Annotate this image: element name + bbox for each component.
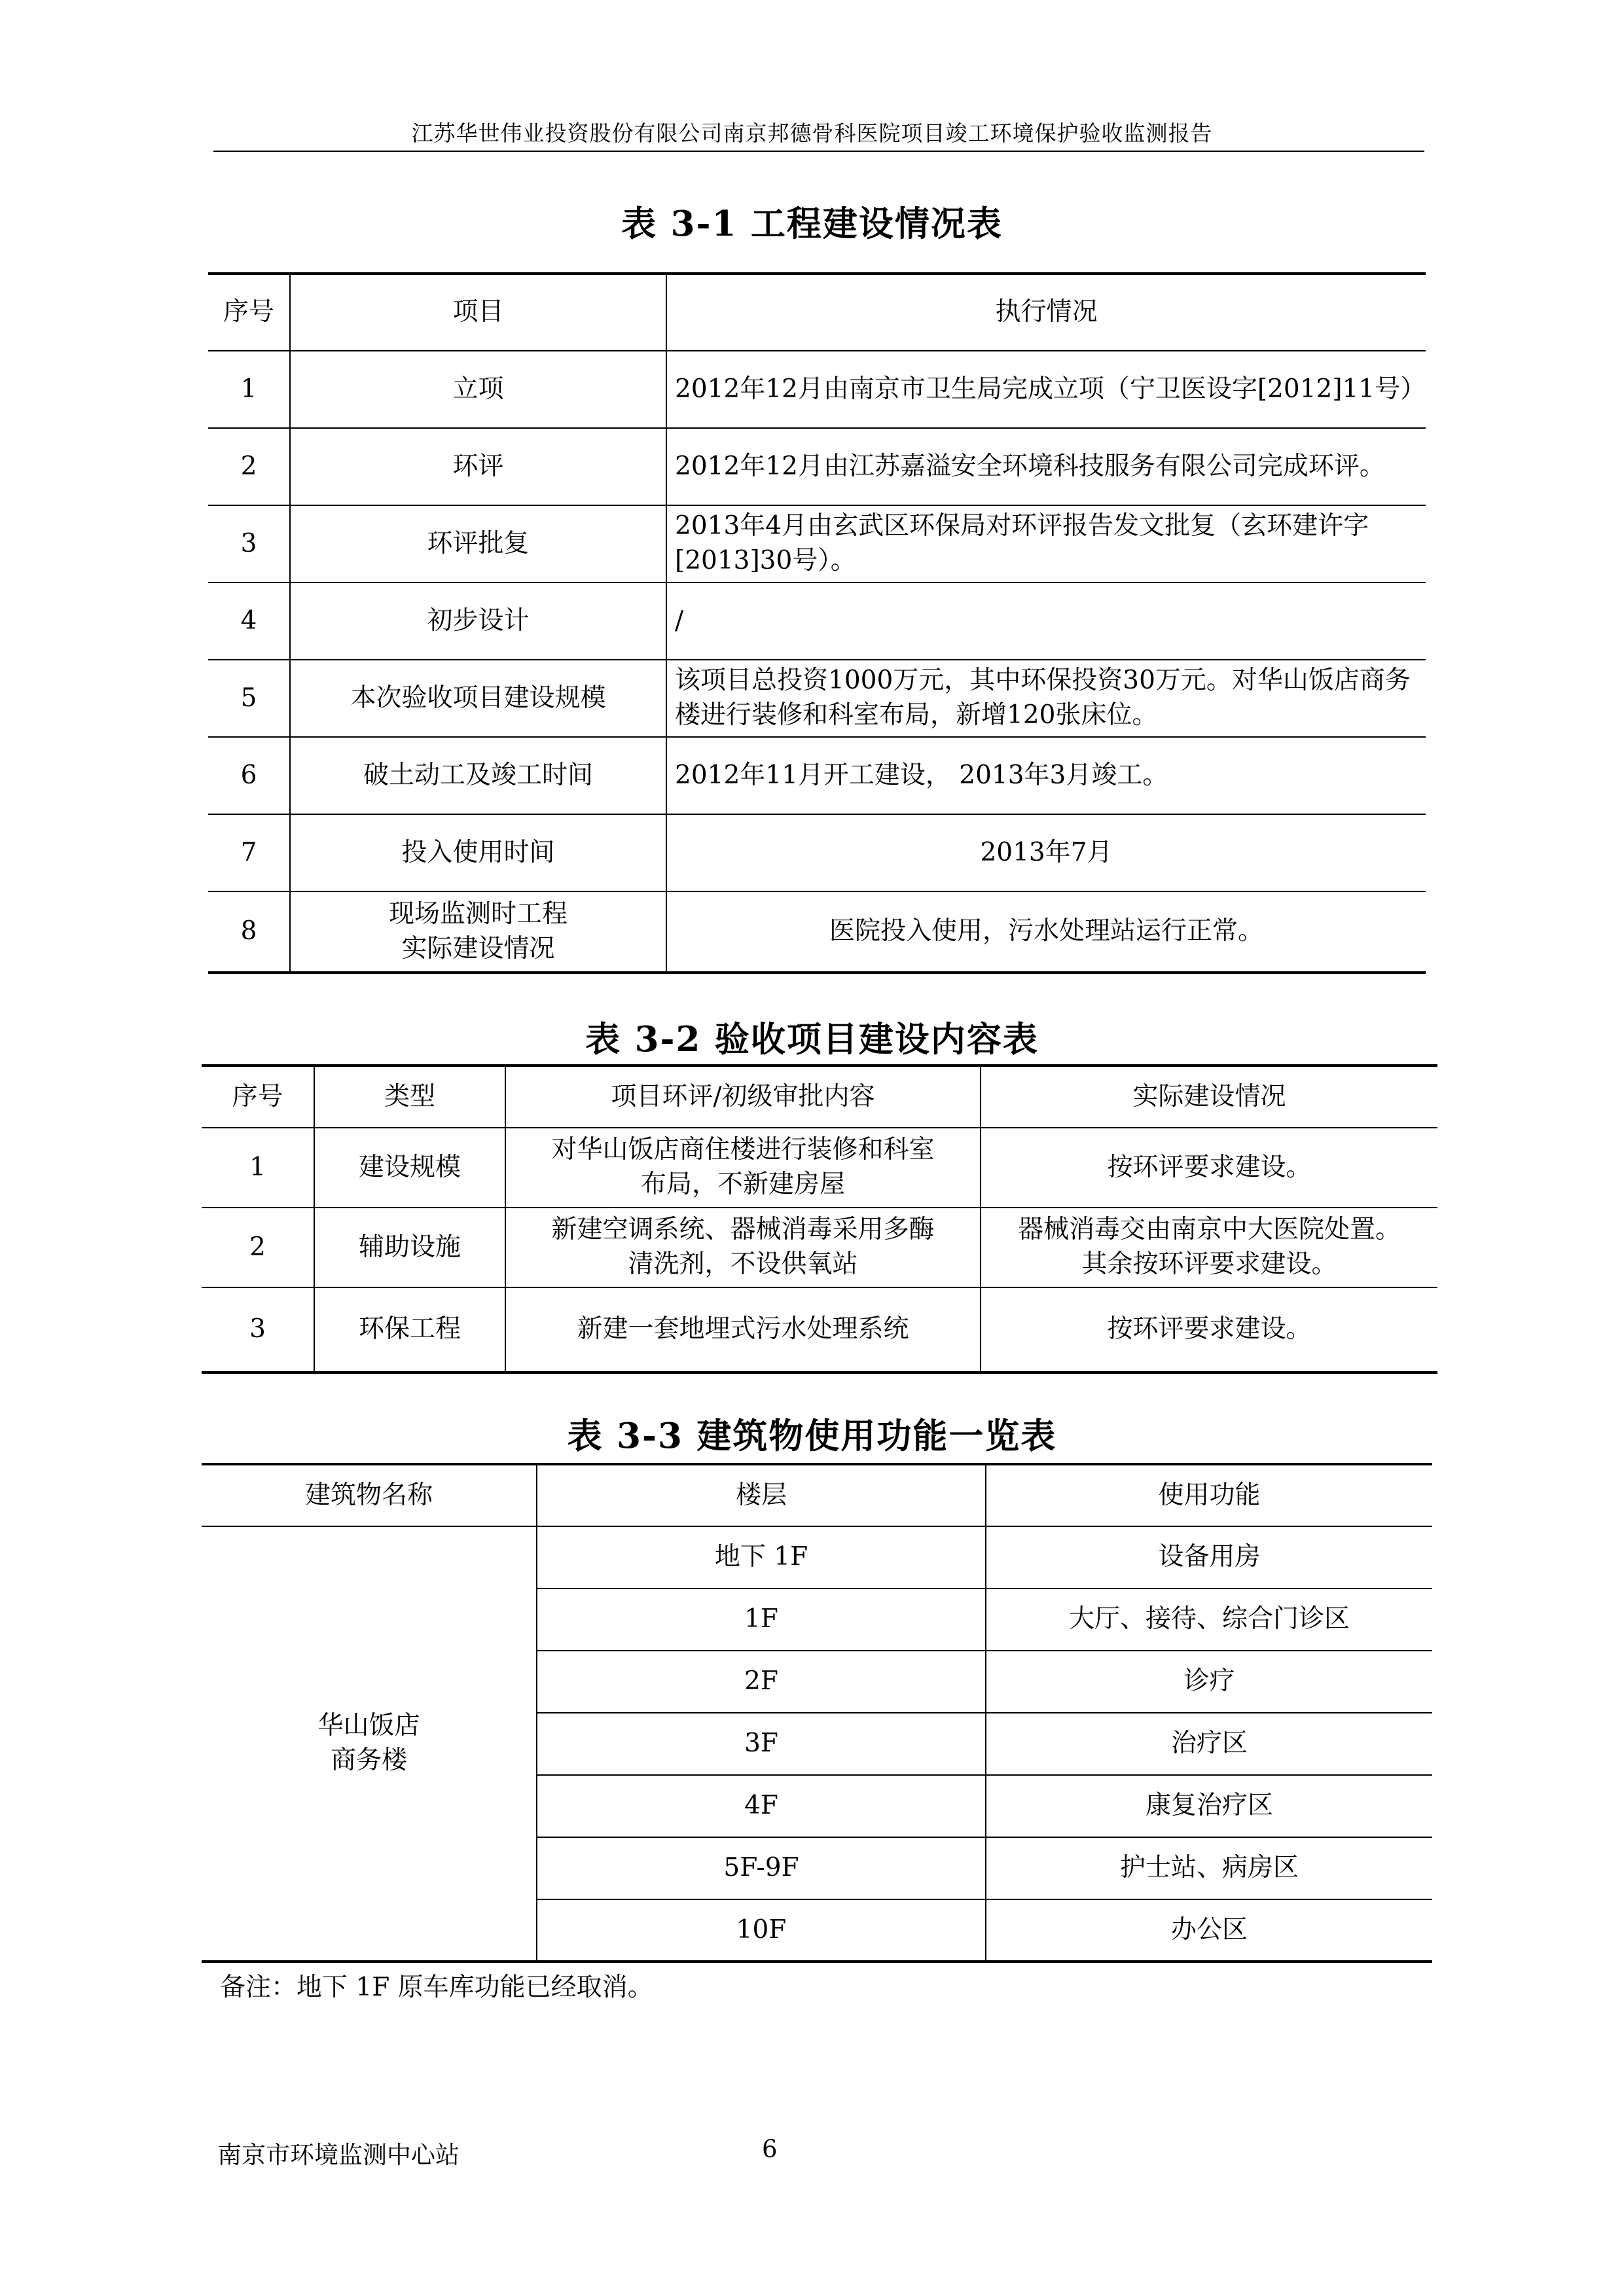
table1-header-item: 项目 — [290, 274, 666, 351]
row-floor: 4F — [537, 1775, 986, 1837]
row-status: 2012年12月由江苏嘉溢安全环境科技服务有限公司完成环评。 — [666, 428, 1426, 505]
table1-title: 表 3-1 工程建设情况表 — [621, 204, 1003, 244]
table-row — [208, 583, 1426, 660]
table2-header-approved: 项目环评/初级审批内容 — [505, 1066, 981, 1128]
table-row — [202, 1287, 1437, 1372]
table-row — [208, 814, 1426, 891]
row-function: 诊疗 — [986, 1651, 1432, 1713]
row-no: 1 — [202, 1128, 314, 1208]
row-type: 建设规模 — [314, 1128, 505, 1208]
table-row — [208, 660, 1426, 737]
row-approved: 新建空调系统、器械消毒采用多酶 清洗剂，不设供氧站 — [505, 1208, 981, 1287]
table2-header-no: 序号 — [202, 1066, 314, 1128]
row-status: 2013年7月 — [666, 814, 1426, 891]
table-row — [202, 1526, 1432, 1588]
row-item: 本次验收项目建设规模 — [290, 660, 666, 737]
row-no: 4 — [208, 583, 290, 660]
table2-header-type: 类型 — [314, 1066, 505, 1128]
table3-building-functions — [202, 1463, 1432, 1963]
row-no: 5 — [208, 660, 290, 737]
table2-acceptance-content — [202, 1064, 1437, 1374]
row-status: / — [666, 583, 1426, 660]
row-item: 现场监测时工程 实际建设情况 — [290, 891, 666, 973]
row-item: 破土动工及竣工时间 — [290, 737, 666, 814]
row-item: 环评批复 — [290, 505, 666, 583]
table2-header-row — [202, 1066, 1437, 1128]
row-type: 辅助设施 — [314, 1208, 505, 1287]
table2-header-actual: 实际建设情况 — [981, 1066, 1437, 1128]
row-function: 康复治疗区 — [986, 1775, 1432, 1837]
row-function: 设备用房 — [986, 1526, 1432, 1588]
row-item: 投入使用时间 — [290, 814, 666, 891]
table3-title: 表 3-3 建筑物使用功能一览表 — [567, 1416, 1057, 1456]
row-item: 环评 — [290, 428, 666, 505]
table-row — [208, 428, 1426, 505]
row-approved: 对华山饭店商住楼进行装修和科室 布局，不新建房屋 — [505, 1128, 981, 1208]
report-header: 江苏华世伟业投资股份有限公司南京邦德骨科医院项目竣工环境保护验收监测报告 — [411, 120, 1213, 146]
table-row — [208, 351, 1426, 428]
table3-header-building: 建筑物名称 — [202, 1464, 537, 1526]
footer-organization: 南京市环境监测中心站 — [217, 2141, 460, 2169]
table1-header-no: 序号 — [208, 274, 290, 351]
row-no: 2 — [208, 428, 290, 505]
row-item: 立项 — [290, 351, 666, 428]
row-floor: 地下 1F — [537, 1526, 986, 1588]
table1-header-row — [208, 274, 1426, 351]
row-no: 6 — [208, 737, 290, 814]
table3-header-row — [202, 1464, 1432, 1526]
table3-header-function: 使用功能 — [986, 1464, 1432, 1526]
table1-header-status: 执行情况 — [666, 274, 1426, 351]
row-status: 2012年12月由南京市卫生局完成立项（宁卫医设字[2012]11号） — [666, 351, 1426, 428]
row-no: 8 — [208, 891, 290, 973]
row-floor: 10F — [537, 1899, 986, 1962]
row-function: 治疗区 — [986, 1713, 1432, 1775]
row-status: 2013年4月由玄武区环保局对环评报告发文批复（玄环建许字[2013]30号）。 — [666, 505, 1426, 583]
row-actual: 按环评要求建设。 — [981, 1128, 1437, 1208]
table1-construction-status — [208, 272, 1426, 974]
row-actual: 按环评要求建设。 — [981, 1287, 1437, 1372]
building-name: 华山饭店 商务楼 — [202, 1526, 537, 1962]
row-status: 医院投入使用，污水处理站运行正常。 — [666, 891, 1426, 973]
table-row — [208, 505, 1426, 583]
header-rule — [213, 151, 1424, 152]
table3-note: 备注：地下 1F 原车库功能已经取消。 — [220, 1973, 653, 2002]
row-no: 7 — [208, 814, 290, 891]
row-no: 3 — [208, 505, 290, 583]
row-no: 2 — [202, 1208, 314, 1287]
row-item: 初步设计 — [290, 583, 666, 660]
row-status: 2012年11月开工建设， 2013年3月竣工。 — [666, 737, 1426, 814]
row-type: 环保工程 — [314, 1287, 505, 1372]
row-no: 1 — [208, 351, 290, 428]
row-floor: 5F-9F — [537, 1837, 986, 1899]
table-row — [202, 1128, 1437, 1208]
row-approved: 新建一套地埋式污水处理系统 — [505, 1287, 981, 1372]
row-function: 大厅、接待、综合门诊区 — [986, 1588, 1432, 1651]
row-floor: 1F — [537, 1588, 986, 1651]
page-number: 6 — [762, 2135, 778, 2163]
row-status: 该项目总投资1000万元，其中环保投资30万元。对华山饭店商务楼进行装修和科室布局，新增120张床位。 — [666, 660, 1426, 737]
row-function: 办公区 — [986, 1899, 1432, 1962]
row-floor: 2F — [537, 1651, 986, 1713]
row-floor: 3F — [537, 1713, 986, 1775]
row-no: 3 — [202, 1287, 314, 1372]
table2-title: 表 3-2 验收项目建设内容表 — [585, 1019, 1039, 1060]
table-row — [208, 891, 1426, 973]
row-actual: 器械消毒交由南京中大医院处置。 其余按环评要求建设。 — [981, 1208, 1437, 1287]
table-row — [208, 737, 1426, 814]
table3-header-floor: 楼层 — [537, 1464, 986, 1526]
table-row — [202, 1208, 1437, 1287]
row-function: 护士站、病房区 — [986, 1837, 1432, 1899]
